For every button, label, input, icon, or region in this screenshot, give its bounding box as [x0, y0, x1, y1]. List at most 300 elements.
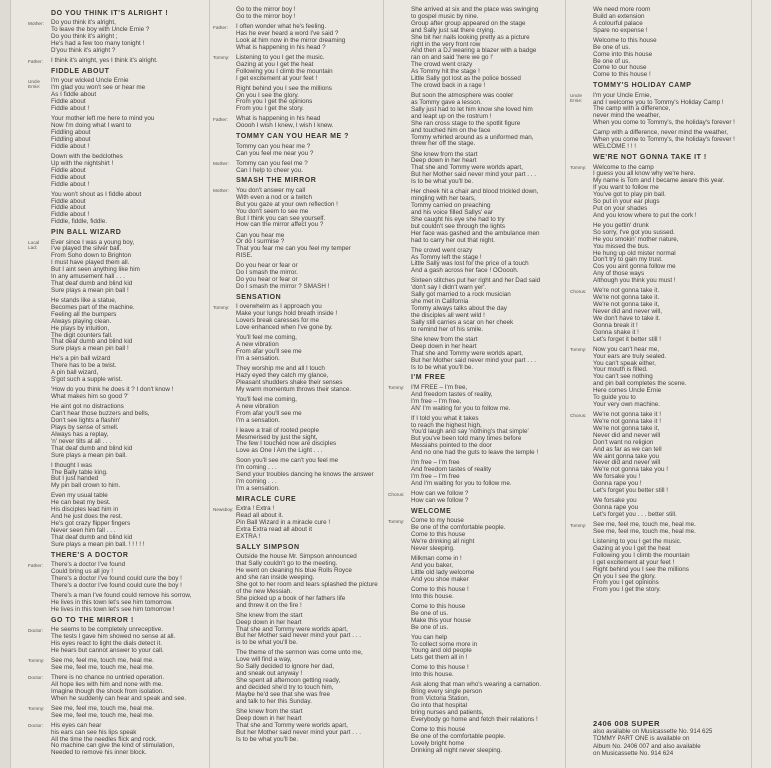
lyric-line: Needed to remove his inner block. — [51, 749, 147, 757]
lyric-line: He aint got no distractions — [51, 403, 124, 411]
lyric-line: Do you hear or fear or — [236, 276, 298, 284]
lyric-line: Right behind you I see the millions — [593, 565, 689, 573]
stanza — [411, 604, 562, 632]
lyric-line: Come to this house ! — [411, 585, 469, 593]
lyric-line: Cos you aint gonna follow me — [593, 263, 676, 271]
speaker-label: Tommy: — [570, 347, 587, 353]
lyric-line: Fiddle about ! — [51, 142, 90, 150]
lyric-line: Little Sally got lost as the police bossed — [411, 75, 521, 83]
stanza — [51, 404, 206, 459]
lyric-line: Love enhanced when I've gone by. — [236, 324, 333, 332]
lyric-line: Gazing at you I get the heat — [236, 60, 314, 68]
lyric-line: No machine can give the kind of stimulation, — [51, 742, 175, 750]
lyric-line: RISE. — [236, 252, 253, 260]
stanza — [28, 656, 206, 672]
column-separator-3 — [565, 0, 566, 768]
lyric-line: the disciples all went wild ! — [411, 312, 485, 319]
lyric-line: Sure plays a mean pin ball ! — [51, 345, 129, 353]
lyric-line: WELCOME ! ! ! — [593, 143, 637, 151]
stanza — [411, 416, 562, 457]
lyrics-column-2 — [213, 7, 380, 747]
lyric-line: She got to her room and tears splashed the picture — [236, 580, 378, 588]
lyric-line: I overwhelm as I approach you — [236, 303, 322, 311]
lyric-line: He can beat my best. — [51, 499, 111, 507]
speaker-label: Mother: — [213, 161, 229, 167]
lyric-line: Maybe he'd see that she was free — [236, 690, 330, 698]
lyric-line: That deaf dumb and blind kid — [51, 279, 133, 287]
speaker-label: Tommy: — [28, 658, 45, 664]
lyric-line: All the time the needles flick and rock. — [51, 735, 157, 743]
stanza — [28, 704, 206, 720]
lyric-line: Listening to you I get the music. — [593, 538, 682, 546]
lyric-line: Bring every single person — [411, 688, 483, 696]
lyric-line: That she and Tommy were worlds apart, — [236, 721, 348, 729]
lyric-line: Never sleeping. — [411, 544, 455, 552]
lyric-line: All hope lies with him and none with me. — [51, 680, 164, 688]
lyrics-column-3 — [388, 7, 562, 758]
song-title: PIN BALL WIZARD — [51, 229, 122, 237]
lyric-line: We're not gonna take it. — [593, 287, 660, 295]
lyric-line: She arrived at six and the place was swinging — [411, 6, 539, 13]
lyric-line: Welcome to this house — [593, 36, 657, 44]
lyric-line: And you know where to put the cork ! — [593, 211, 697, 219]
speaker-label: Uncle Ernie: — [570, 93, 583, 104]
lyric-line: Look at him now in the mirror dreaming — [236, 36, 346, 44]
song-title: I'M FREE — [411, 374, 446, 382]
lyric-line: never mind the weather, — [593, 112, 661, 120]
speaker-label: Newsboy: — [213, 506, 234, 512]
lyric-line: I think it's alright, yes I think it's alright. — [51, 57, 158, 65]
lyric-line: and sneak out anyway ! — [236, 670, 303, 678]
lyric-line: What is happening in his head — [236, 115, 321, 123]
lyric-line: The Bally table king. — [51, 468, 108, 476]
lyric-line: You'd laugh and say 'nothing's that simple' — [411, 428, 529, 436]
lyric-line: You missed the bus. — [593, 242, 650, 250]
lyric-line: Milkman come in ! — [411, 555, 462, 563]
lyric-line: Lets get them all in ! — [411, 654, 468, 662]
lyric-line: Hazy eyed they catch my glance, — [236, 371, 329, 379]
lyric-line: Always playing clean. — [51, 317, 112, 325]
lyric-line: D'you think it's alright ? — [51, 47, 116, 55]
lyric-line: That she and Tommy were worlds apart, — [236, 625, 348, 633]
lyric-line: Is to be what you'll be. — [411, 178, 474, 186]
lyric-line: She knew from the start — [236, 707, 303, 715]
stanza — [51, 356, 206, 384]
lyric-line: as Tommy gave a lesson. — [411, 98, 482, 106]
lyric-line: Make your lungs hold breath inside ! — [236, 310, 338, 318]
lyric-line: Lovers break caresses for me — [236, 317, 319, 325]
lyric-line: Young and old people — [411, 647, 472, 655]
lyric-line: The crowd back in a rage ! — [411, 81, 486, 89]
lyric-line: Come to this house — [411, 602, 466, 610]
lyric-line: Tommy whirled around as a uniformed man, — [411, 133, 534, 141]
stanza — [411, 665, 562, 679]
lyric-line: Sally got married to a rock musician — [411, 291, 511, 299]
stanza — [236, 86, 380, 114]
stanza — [28, 57, 206, 65]
lyric-line: Can you hear me — [236, 231, 285, 239]
lyric-line: and I welcome you to Tommy's Holiday Camp ! — [593, 98, 724, 106]
lyric-line: We're not gonna take it, — [593, 424, 660, 432]
lyric-line: We're not gonna take it ! — [593, 411, 661, 419]
lyric-line: From Soho down to Brighton — [51, 252, 132, 260]
lyric-line: mingling with her tears, — [411, 195, 476, 203]
stanza — [236, 709, 380, 744]
lyric-line: There's a man I've found could remove his sorrow, — [51, 591, 192, 599]
speaker-label: Doctor: — [28, 675, 44, 681]
lyric-line: She picked up a book of her fathers life — [236, 594, 346, 602]
lyric-line: That deaf dumb and blind kid — [51, 338, 133, 346]
lyric-line: When you come to Tommy's, the holiday's forever ! — [593, 119, 735, 127]
song-title: SMASH THE MIRROR — [236, 177, 317, 185]
lyric-line: Has he ever heard a word I've said ? — [236, 29, 339, 37]
lyric-line: I'm your Uncle Ernie, — [593, 91, 652, 99]
stanza — [388, 517, 562, 553]
lyric-line: Deep down in her heart — [236, 714, 302, 722]
lyric-line: threw her off the stage. — [411, 140, 476, 148]
lyric-line: Little old lady welcome — [411, 568, 475, 576]
lyric-line: Go to the mirror boy ! — [236, 12, 296, 20]
lyric-line: He stands like a statue, — [51, 296, 117, 304]
lyric-line: Here comes Uncle Ernie — [593, 387, 662, 395]
speaker-label: Local Lad: — [28, 240, 40, 251]
lyric-line: she met in California — [411, 298, 469, 306]
lyric-line: and leapt up on the rostrum ! — [411, 112, 492, 120]
lyric-line: That she and Tommy were worlds apart, — [411, 349, 523, 357]
lyrics-column-1 — [28, 7, 206, 760]
lyric-line: You've got to play pin ball. — [593, 191, 666, 199]
availability-line: TOMMY PART ONE is available on — [593, 735, 690, 743]
lyric-line: I leave a trail of rooted people — [236, 426, 319, 434]
lyric-line: A pin ball wizard, — [51, 369, 99, 377]
lyric-line: Be one of us. — [593, 43, 631, 51]
lyric-line: I've played the silver ball. — [51, 245, 122, 253]
lyric-line: And as far as we can tell — [593, 445, 662, 453]
lyric-line: but couldn't see through the lights — [411, 222, 505, 230]
lyric-line: Although you think you must ! — [593, 277, 676, 285]
song-title: DO YOU THINK IT'S ALRIGHT ! — [51, 10, 169, 17]
lyric-line: We forsake you — [593, 497, 637, 505]
lyric-line: We're not gonna take it ! — [593, 417, 661, 425]
lyric-line: 'How do you think he does it ? I don't know ! — [51, 386, 174, 394]
lyric-line: Your ears are truly sealed. — [593, 352, 667, 360]
stanza — [28, 19, 206, 55]
lyric-line: The tests I gave him showed no sense at all. — [51, 632, 176, 640]
lyric-line: Be one of us. — [411, 623, 449, 631]
lyric-line: She knew from the start — [236, 611, 303, 619]
lyric-line: and touched him on the face — [411, 126, 491, 134]
lyric-line: Come to this house — [411, 726, 466, 734]
lyric-line: From you I get the story. — [236, 105, 304, 113]
lyric-line: And then a DJ wearing a blazer with a badge — [411, 47, 537, 55]
lyric-line: With even a nod or a twitch — [236, 193, 312, 201]
stanza — [411, 337, 562, 372]
lyric-line: And no one had the guts to leave the temple ! — [411, 449, 539, 457]
lyric-line: Ever since I was a young boy, — [51, 238, 135, 246]
lyric-line: There is no chance no untried operation. — [51, 673, 165, 681]
lyric-line: You won't shout as I fiddle about — [51, 190, 142, 198]
song-title: FIDDLE ABOUT — [51, 68, 110, 76]
stanza — [236, 366, 380, 394]
lyric-line: ran on and said 'here we go !' — [411, 54, 494, 62]
stanza — [411, 682, 562, 723]
lyric-line: And freedom tastes of reality — [411, 466, 492, 474]
stanza — [51, 192, 206, 227]
lyric-line: Never did and never will — [593, 431, 661, 439]
lyrics-column-4 — [570, 7, 750, 597]
stanza — [388, 383, 562, 413]
lyric-line: What is happening in his head ? — [236, 43, 326, 51]
lyric-line: AN' I'm waiting for you to follow me. — [411, 404, 511, 412]
lyric-line: Imagine though the shock from isolation. — [51, 687, 165, 695]
lyric-line: He hung up old mister normal — [593, 249, 676, 257]
column-separator-2 — [383, 0, 384, 768]
lyric-line: Go into that hospital — [411, 702, 468, 710]
stanza — [411, 7, 562, 90]
lyric-line: Ask along that man who's wearing a carnation. — [411, 681, 542, 689]
lyric-line: Group after group appeared on the stage — [411, 19, 526, 27]
stanza — [570, 91, 750, 128]
lyric-line: Even my usual table — [51, 492, 108, 500]
speaker-label: Tommy: — [570, 165, 587, 170]
fold-line-right — [751, 0, 752, 768]
lyric-line: Following you I climb the mountain — [236, 67, 333, 75]
lyric-line: But you've been told many times before — [411, 435, 522, 443]
lyric-line: You'll feel me coming, — [236, 334, 297, 342]
lyric-line: I'm a sensation. — [236, 485, 280, 493]
lyric-line: Fiddle about — [51, 98, 86, 106]
lyric-line: The theme of the sermon was come unto me, — [236, 649, 363, 657]
lyric-line: Camp with a difference, never mind the weather, — [593, 129, 728, 137]
column-separator-1 — [209, 0, 210, 768]
lyric-line: We don't have to take it. — [593, 314, 661, 322]
song-title: WELCOME — [411, 507, 452, 515]
catalog-footer — [593, 720, 712, 757]
stanza — [388, 490, 562, 505]
stanza — [213, 303, 380, 332]
lyric-line: You can't see nothing — [593, 373, 653, 381]
stanza — [236, 144, 380, 158]
lyric-line: She knew from the start — [411, 150, 478, 158]
sheet-edge — [0, 0, 10, 768]
lyric-line: Can't hear those buzzers and bells, — [51, 410, 150, 418]
lyric-line: See me, feel me, touch me, heal me. — [51, 656, 154, 664]
lyric-line: A new vibration — [236, 341, 279, 349]
speaker-label: Tommy: — [388, 385, 405, 391]
lyric-line: Extra ! Extra ! — [236, 505, 275, 513]
lyric-line: Plays by sense of smell. — [51, 423, 119, 431]
lyric-line: From you I get the opinions — [236, 98, 313, 106]
lyric-line: Fiddle, fiddle, fiddle. — [51, 218, 108, 226]
lyric-line: and pin ball completes the scene. — [593, 380, 687, 388]
stanza — [570, 163, 750, 220]
lyric-line: I often wonder what he's feeling. — [236, 23, 327, 30]
lyric-line: Sally still carries a scar on her cheek — [411, 318, 514, 326]
lyric-line: His disciples lead him in — [51, 506, 119, 514]
lyric-line: Sixteen stitches put her right and her Dad said — [411, 277, 541, 285]
stanza — [51, 463, 206, 491]
lyric-line: Never did and never will — [593, 459, 661, 467]
lyric-line: Never seen him fall . . . — [51, 527, 116, 534]
lyric-line: Read all about it. — [236, 512, 284, 520]
lyric-line: Deep down in her heart — [411, 157, 477, 165]
stanza — [236, 428, 380, 456]
speaker-label: Chorus: — [570, 412, 587, 418]
lyric-line: 'don't say I didn't warn yer'. — [411, 284, 487, 292]
stanza — [411, 556, 562, 584]
stanza — [236, 335, 380, 363]
lyric-line: Now I'm doing what I want to — [51, 122, 132, 130]
lyric-line: Sure plays a mean pin ball. ! ! ! ! ! — [51, 540, 145, 548]
stanza — [236, 650, 380, 705]
lyric-line: Do I smash the mirror. — [236, 269, 298, 277]
lyric-line: Deep down in her heart — [236, 618, 302, 626]
speaker-label: Mother: — [28, 20, 44, 26]
lyric-line: Welcome to the camp — [593, 163, 654, 171]
lyric-line: I get excitement at your feet ! — [236, 74, 318, 82]
lyric-line: As Tommy left the stage ! — [411, 253, 482, 261]
stanza — [213, 186, 380, 229]
lyric-line: and his voice filled Sallys' ear — [411, 208, 494, 216]
lyric-line: I'm your wicked Uncle Ernie — [51, 77, 129, 85]
speaker-label: Tommy: — [213, 304, 230, 310]
lyric-line: That deaf dumb and blind kid — [51, 444, 133, 452]
stanza — [570, 345, 750, 409]
lyric-line: I'm glad you won't see or hear me — [51, 84, 146, 92]
stanza — [51, 493, 206, 548]
lyric-line: He went on cleaning his blue Rolls Royce — [236, 567, 352, 575]
lyric-line: When he suddenly can hear and speak and see. — [51, 694, 187, 702]
lyric-line: He plays by intuition, — [51, 324, 110, 332]
lyric-line: Build an extension — [593, 12, 645, 20]
lyric-line: And you baker, — [411, 561, 454, 569]
speaker-label: Father: — [28, 562, 43, 568]
lyric-line: Ooooh I wish I knew, I wish I knew. — [236, 122, 334, 130]
lyric-line: So sorry, I've got you sussed. — [593, 228, 675, 236]
lyric-line: I'm free – I'm free — [411, 459, 460, 467]
lyric-line: There's a doctor I've found could cure the boy ! — [51, 574, 182, 582]
lyric-line: She knew from the start — [411, 335, 478, 343]
stanza — [411, 587, 562, 601]
lyric-line: I'm a sensation. — [236, 354, 280, 362]
lyric-line: to gospel music by nine. — [411, 12, 479, 20]
availability-line: Album No. 2406 007 and also available — [593, 742, 701, 750]
availability-line: on Musicassette No. 914 624 — [593, 749, 674, 757]
lyric-line: He's a pin ball wizard — [51, 355, 111, 363]
lyric-line: Tommy can you feel me ? — [236, 159, 308, 167]
lyric-line: He's got crazy flipper fingers — [51, 520, 131, 528]
lyric-line: is to be what you'll be. — [236, 639, 298, 647]
lyric-line: and talk to her this Sunday. — [236, 697, 312, 705]
lyric-line: Extra Extra read all about it — [236, 526, 312, 534]
lyric-line: But I just handed — [51, 475, 99, 483]
lyric-line: I'm coming . . . — [236, 464, 277, 472]
stanza — [593, 223, 750, 285]
lyric-line: From you I get opinions — [593, 579, 659, 587]
lyric-line: Be one of us. — [411, 609, 449, 617]
stanza — [411, 248, 562, 276]
stanza — [213, 505, 380, 541]
stanza — [28, 721, 206, 758]
lyric-line: I'M FREE – I'm free, — [411, 383, 468, 391]
speaker-label: Tommy: — [28, 706, 45, 712]
lyric-line: He you gettin' drunk — [593, 221, 649, 229]
lyric-line: There's a doctor I've found could cure the boy ! — [51, 581, 182, 589]
lyric-line: He seems to be completely unreceptive. — [51, 626, 164, 634]
lyric-line: and threw it on the fire ! — [236, 601, 302, 609]
lyric-line: Outside the house Mr. Simpson announced — [236, 553, 357, 561]
lyric-line: But her Mother said never mind your part . . . — [236, 728, 361, 736]
lyric-line: Tommy always talks about the day — [411, 305, 507, 313]
availability-line: also available on Musicassette No. 914 625 — [593, 728, 713, 736]
lyric-line: S'got such a supple wrist. — [51, 376, 123, 384]
lyric-line: Your very own machine. — [593, 400, 660, 408]
lyric-line: Fiddle about — [51, 204, 86, 212]
lyric-line: He's had a few too many tonight ! — [51, 40, 145, 48]
lyric-line: See me, feel me, touch me, heal me. — [593, 521, 696, 529]
lyric-line: Never did and never will, — [593, 308, 662, 315]
speaker-label: Tommy: — [213, 55, 230, 61]
lyric-line: From you I get the story. — [593, 586, 661, 594]
stanza — [593, 38, 750, 79]
lyric-line: As Tommy hit the stage ! — [411, 68, 480, 76]
lyric-line: 'n' never tilts at all . . . — [51, 437, 112, 445]
lyric-line: Little Sally was lost for the price of a touch — [411, 260, 529, 268]
lyric-line: His eyes react to light the dials detect it. — [51, 639, 162, 647]
stanza — [213, 115, 380, 130]
speaker-label: Tommy: — [570, 522, 587, 528]
lyric-line: The few I touched now are disciples — [236, 440, 337, 448]
stanza — [411, 460, 562, 488]
lyric-line: I'm free – I'm free — [411, 473, 460, 481]
lyric-line: I'm free – I'm free, — [411, 397, 462, 405]
lyric-line: Deep down in her heart — [411, 342, 477, 350]
lyric-line: We need more room — [593, 6, 651, 13]
speaker-label: Doctor: — [28, 627, 44, 633]
stanza — [570, 521, 750, 536]
lyric-line: Drinking all night never sleeping. — [411, 746, 503, 754]
lyric-line: The digit counters fall. — [51, 331, 113, 339]
lyric-line: And I'm waiting for you to follow me. — [411, 480, 512, 487]
lyric-line: And he just does the rest. — [51, 513, 123, 521]
song-title: SENSATION — [236, 293, 282, 301]
lyric-line: Your mouth is filled. — [593, 366, 648, 374]
stanza — [51, 387, 206, 401]
lyric-line: We're not gonna take it. — [593, 294, 660, 302]
lyric-line: Spare no expense ! — [593, 26, 648, 34]
lyric-line: We aint gonna take you — [593, 452, 660, 460]
stanza — [236, 554, 380, 609]
lyric-line: But her Mother said never mind your part . . . — [236, 632, 361, 640]
lyric-line: Gonna rape you ! — [593, 480, 642, 488]
lyric-line: Come into this house — [593, 50, 653, 58]
lyric-line: We're drinking all night — [411, 538, 475, 546]
lyric-line: Following you I climb the mountain — [593, 551, 690, 559]
lyric-line: On you I see the glory. — [236, 91, 299, 99]
lyric-line: But you gaze at your own reflection ! — [236, 200, 338, 208]
catalog-number: 2406 008 SUPER — [593, 719, 660, 728]
lyric-line: right in the very front row — [411, 40, 481, 48]
lyric-line: of the new Messiah. — [236, 587, 293, 595]
lyric-line: You don't seem to see me — [236, 207, 309, 215]
stanza — [411, 152, 562, 187]
stanza — [411, 278, 562, 333]
lyric-line: She caught his eye she had to try — [411, 215, 505, 223]
lyric-line: On you I see the glory. — [593, 572, 656, 580]
lyric-line: You can't speak either, — [593, 359, 656, 367]
stanza — [28, 77, 206, 113]
lyric-line: The camp with a difference, — [593, 105, 671, 113]
